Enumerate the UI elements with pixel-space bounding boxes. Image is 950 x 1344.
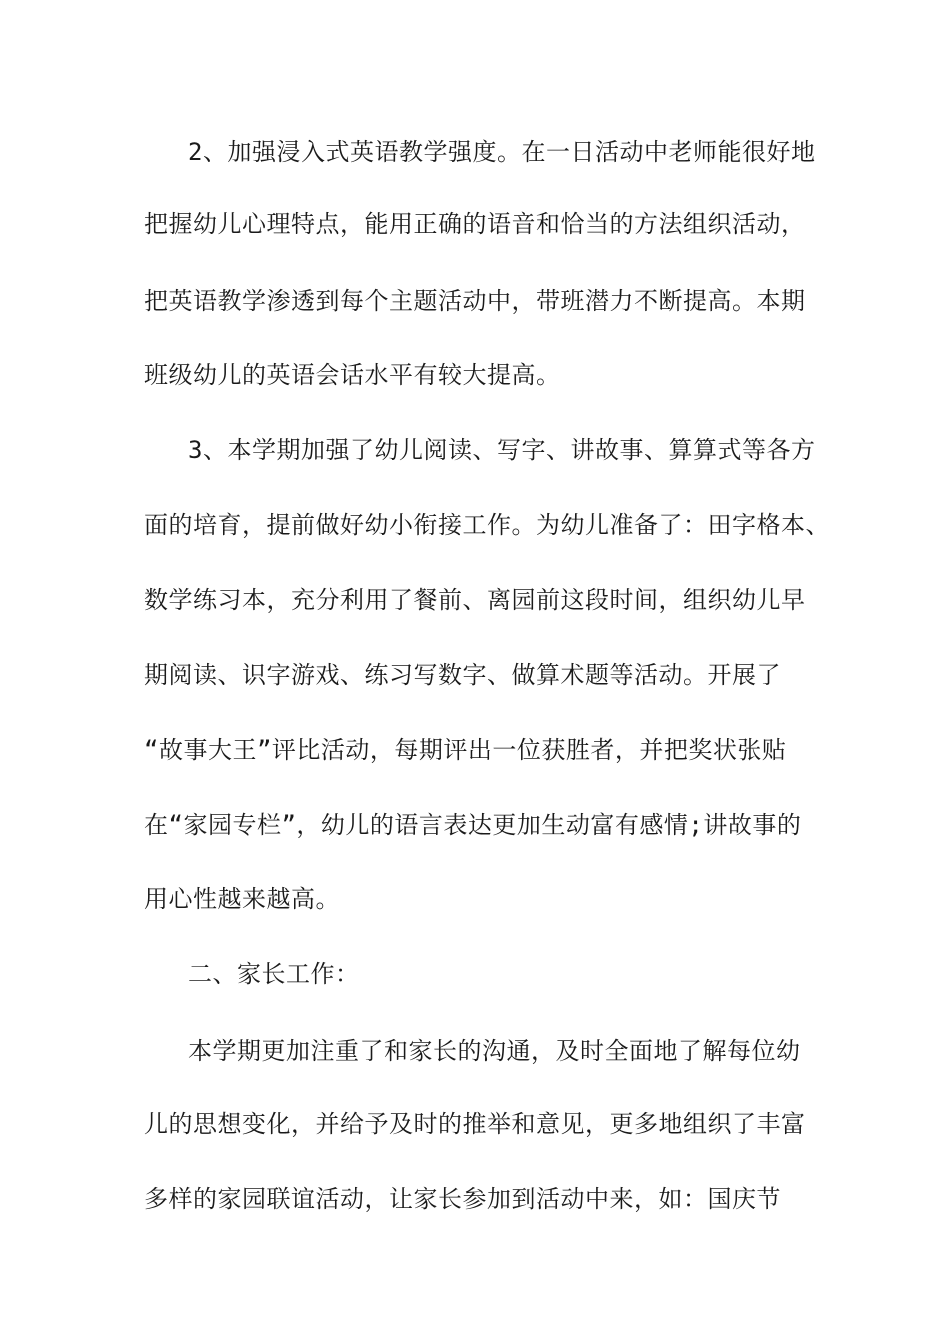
paragraph-line: 面的培育，提前做好幼小衔接工作。为幼儿准备了：田字格本、 <box>144 511 830 539</box>
paragraph-line: 儿的思想变化，并给予及时的推举和意见，更多地组织了丰富 <box>144 1110 806 1138</box>
paragraph-line: 期阅读、识字游戏、练习写数字、做算术题等活动。开展了 <box>144 661 781 689</box>
paragraph-line: 数学练习本，充分利用了餐前、离园前这段时间，组织幼儿早 <box>144 586 806 614</box>
section-heading: 二、家长工作： <box>188 960 360 988</box>
paragraph-line: 多样的家园联谊活动，让家长参加到活动中来，如：国庆节 <box>144 1185 781 1213</box>
paragraph-line: 2、加强浸入式英语教学强度。在一日活动中老师能很好地 <box>188 138 816 166</box>
paragraph-line: 用心性越来越高。 <box>144 885 340 913</box>
paragraph-line: “故事大王”评比活动，每期评出一位获胜者，并把奖状张贴 <box>144 736 787 764</box>
paragraph-line: 本学期更加注重了和家长的沟通，及时全面地了解每位幼 <box>188 1037 801 1065</box>
paragraph-line: 把握幼儿心理特点，能用正确的语音和恰当的方法组织活动， <box>144 210 806 238</box>
paragraph-line: 在“家园专栏”，幼儿的语言表达更加生动富有感情;讲故事的 <box>144 811 802 839</box>
paragraph-line: 把英语教学渗透到每个主题活动中，带班潜力不断提高。本期 <box>144 287 806 315</box>
paragraph-line: 3、本学期加强了幼儿阅读、写字、讲故事、算算式等各方 <box>188 436 816 464</box>
paragraph-line: 班级幼儿的英语会话水平有较大提高。 <box>144 361 561 389</box>
